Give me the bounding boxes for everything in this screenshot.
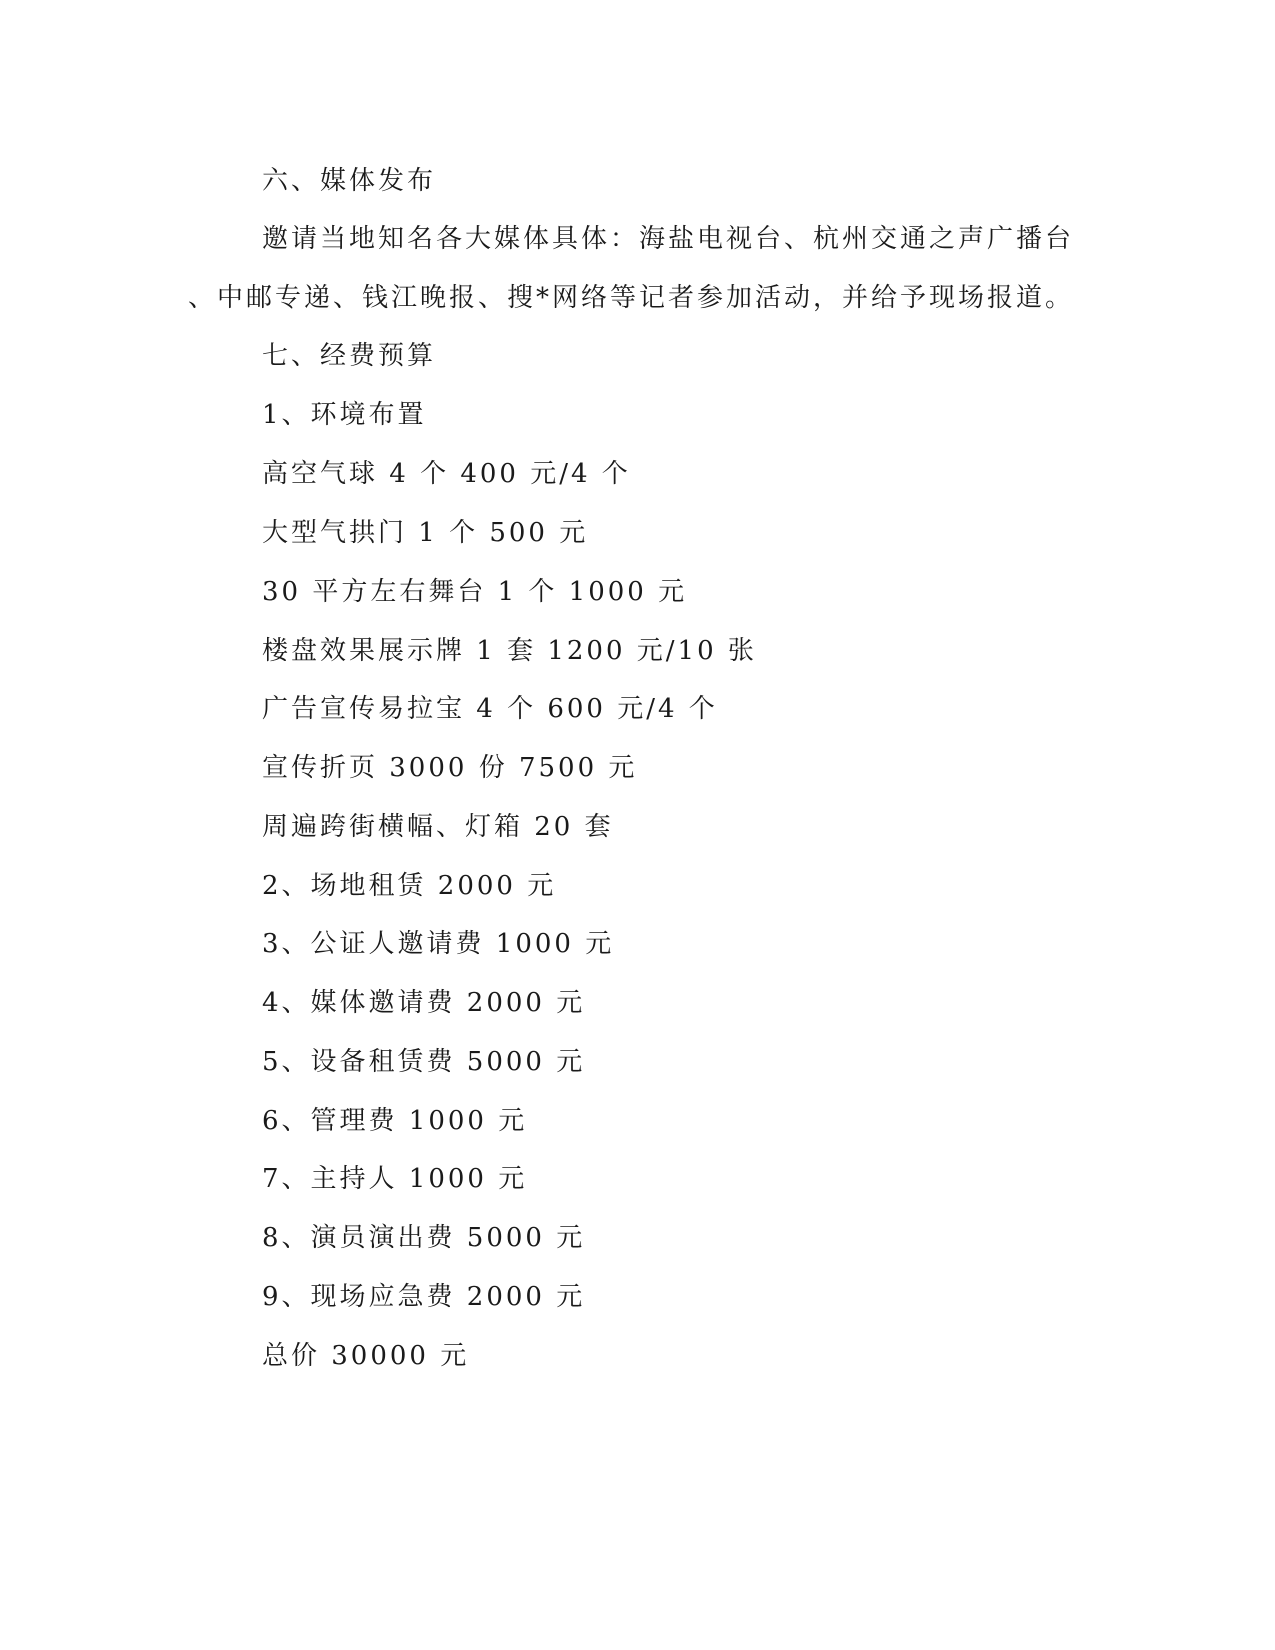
budget-item: 8、演员演出费 5000 元 [262,1223,586,1253]
budget-item: 7、主持人 1000 元 [262,1164,528,1194]
budget-item: 4、媒体邀请费 2000 元 [262,988,586,1018]
budget-item: 9、现场应急费 2000 元 [262,1282,586,1312]
environment-item: 宣传折页 3000 份 7500 元 [262,753,638,783]
environment-item: 周遍跨街横幅、灯箱 20 套 [262,812,614,842]
media-paragraph-line-2: 、中邮专递、钱江晚报、搜*网络等记者参加活动，并给予现场报道。 [188,283,1075,313]
media-paragraph-line-1: 邀请当地知名各大媒体具体：海盐电视台、杭州交通之声广播台 [262,224,1075,254]
environment-item: 楼盘效果展示牌 1 套 1200 元/10 张 [262,636,757,666]
budget-item: 2、场地租赁 2000 元 [262,871,557,901]
environment-item: 大型气拱门 1 个 500 元 [262,518,589,548]
budget-item: 3、公证人邀请费 1000 元 [262,929,615,959]
budget-subheading-environment: 1、环境布置 [262,400,427,430]
environment-item: 广告宣传易拉宝 4 个 600 元/4 个 [262,694,718,724]
budget-item: 5、设备租赁费 5000 元 [262,1047,586,1077]
environment-item: 高空气球 4 个 400 元/4 个 [262,459,631,489]
budget-total: 总价 30000 元 [262,1341,470,1371]
section-heading-media: 六、媒体发布 [262,166,437,196]
budget-item: 6、管理费 1000 元 [262,1106,528,1136]
environment-item: 30 平方左右舞台 1 个 1000 元 [262,577,688,607]
section-heading-budget: 七、经费预算 [262,341,437,371]
